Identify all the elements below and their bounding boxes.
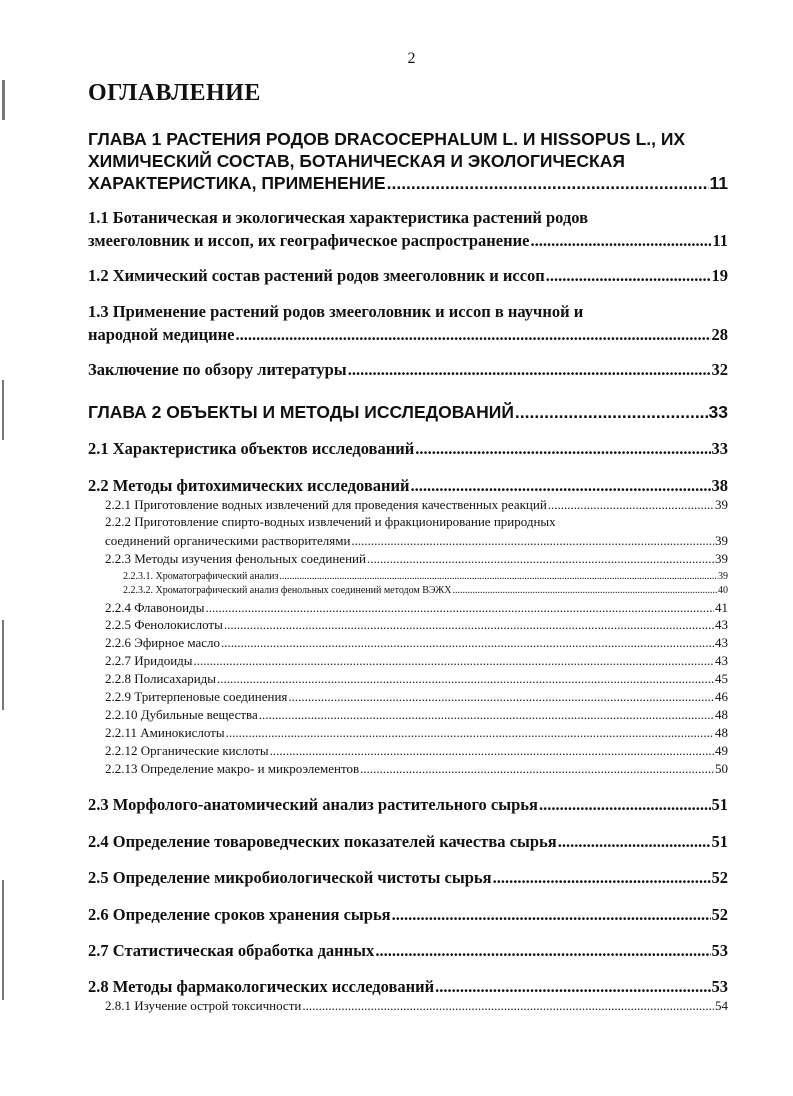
toc-subsection-label: 2.2.13 Определение макро- и микроэлементов [105,761,360,776]
toc-page-number: 53 [711,977,728,996]
toc-section-2-2-label: 2.2 Методы фитохимических исследований [88,476,410,495]
toc-chapter-1[interactable] [88,128,728,194]
page-number: 2 [407,50,416,67]
toc-subsection-label: 2.2.11 Аминокислоты [105,725,225,740]
leader-dots [270,743,714,759]
toc-subsection-label: 2.8.1 Изучение острой токсичности [105,998,302,1013]
toc-section-1-1[interactable] [88,206,728,252]
toc-page-number: 51 [711,832,728,851]
scan-margin-noise [2,80,5,120]
toc-section-2-1[interactable] [88,437,728,460]
toc-chapter-1-line1: ГЛАВА 1 РАСТЕНИЯ РОДОВ DRACOCEPHALUM L. И HISSOPUS L., ИХ [88,129,686,149]
toc-subsection-2-2-4[interactable] [105,600,728,616]
toc-title: ОГЛАВЛЕНИЕ [88,80,261,106]
toc-section-1-3[interactable] [88,300,728,346]
leader-dots [435,975,710,998]
toc-subsection-2-2-7[interactable] [105,653,728,669]
toc-conclusion-label: Заключение по обзору литературы [88,360,347,379]
toc-section-1-1-line2: змееголовник и иссоп, их географическое распространение [88,231,530,250]
toc-page-number: 43 [715,653,728,668]
toc-subsection-label: 2.2.10 Дубильные вещества [105,707,258,722]
toc-subsection-2-2-2[interactable] [105,514,728,548]
toc-page-number: 46 [715,689,728,704]
toc-section-2-6[interactable] [88,903,728,926]
toc-page-number: 38 [711,476,728,495]
toc-subsection-2-2-13[interactable] [105,761,728,777]
toc-subsection-label: 2.2.5 Фенолокислоты [105,617,223,632]
toc-subsection-label: 2.2.4 Флавоноиды [105,600,205,615]
leader-dots [493,866,711,889]
leader-dots [530,229,711,252]
toc-subsection-2-2-6[interactable] [105,635,728,651]
toc-section-2-2[interactable] [88,474,728,497]
toc-subsection-2-2-3[interactable] [105,551,728,567]
toc-subsection-label: 2.2.12 Органические кислоты [105,743,269,758]
leader-dots [288,689,714,705]
toc-page-number: 45 [715,671,728,686]
toc-subsection-label: 2.2.3 Методы изучения фенольных соединений [105,551,366,566]
toc-page-number: 32 [711,360,728,379]
toc-section-2-8[interactable] [88,975,728,998]
leader-dots [226,725,714,741]
leader-dots [375,939,710,962]
toc-chapter-1-line3: ХАРАКТЕРИСТИКА, ПРИМЕНЕНИЕ [88,173,386,193]
toc-page-number: 11 [712,231,728,250]
toc-subsection-label: 2.2.9 Тритерпеновые соединения [105,689,288,704]
leader-dots [367,551,714,567]
toc-section-label: 2.3 Морфолого-анатомический анализ растительного сырья [88,795,538,814]
toc-subsection-2-2-11[interactable] [105,725,728,741]
toc-section-label: 2.7 Статистическая обработка данных [88,941,375,960]
toc-subsubsection-label: 2.2.3.1. Хроматографический анализ [123,571,279,582]
toc-page-number: 39 [715,532,728,548]
leader-dots [302,998,714,1014]
toc-section-label: 2.4 Определение товароведческих показателей качества сырья [88,832,557,851]
toc-subsection-2-2-12[interactable] [105,743,728,759]
toc-page-number: 51 [711,795,728,814]
leader-dots [452,584,717,597]
toc-subsection-2-2-5[interactable] [105,617,728,633]
toc-subsection-label: 2.2.7 Иридоиды [105,653,193,668]
toc-section-2-4[interactable] [88,830,728,853]
toc-section-2-1-label: 2.1 Характеристика объектов исследований [88,439,415,458]
toc-section-1-1-line1: 1.1 Ботаническая и экологическая характеристика растений родов [88,208,589,227]
toc-chapter-2-label: ГЛАВА 2 ОБЪЕКТЫ И МЕТОДЫ ИССЛЕДОВАНИЙ [88,402,514,422]
toc-page-number: 53 [711,941,728,960]
toc-conclusion[interactable] [88,358,728,381]
toc-subsection-2-2-8[interactable] [105,671,728,687]
toc-section-2-7[interactable] [88,939,728,962]
toc-page-number: 52 [711,868,728,887]
toc-page-number: 19 [711,266,728,285]
leader-dots [558,830,711,853]
toc-subsection-label: 2.2.1 Приготовление водных извлечений для проведения качественных реакций [105,497,547,512]
toc-chapter-2[interactable] [88,401,728,423]
toc-section-1-2[interactable] [88,264,728,287]
toc-page-number: 48 [715,725,728,740]
toc-section-2-5[interactable] [88,866,728,889]
leader-dots [205,600,714,616]
leader-dots [259,707,714,723]
toc-subsubsection-2-2-3-1[interactable] [123,570,728,583]
toc-subsection-label: 2.2.6 Эфирное масло [105,635,221,650]
toc-section-1-3-line2: народной медицине [88,325,235,344]
toc-chapter-1-line2: ХИМИЧЕСКИЙ СОСТАВ, БОТАНИЧЕСКАЯ И ЭКОЛОГИЧЕСКАЯ [88,151,625,171]
toc-section-label: 2.6 Определение сроков хранения сырья [88,905,391,924]
toc-section-2-3[interactable] [88,793,728,816]
leader-dots [546,264,711,287]
leader-dots [360,761,714,777]
toc-subsubsection-2-2-3-2[interactable] [123,584,728,597]
toc-page-number: 33 [711,439,728,458]
leader-dots [539,793,711,816]
leader-dots [217,671,714,687]
leader-dots [392,903,711,926]
leader-dots [348,358,711,381]
toc-page-number: 50 [715,761,728,776]
toc-subsection-label: 2.2.8 Полисахариды [105,671,217,686]
toc-page-number: 41 [715,600,728,615]
toc-subsection-2-2-1[interactable] [105,497,728,513]
scan-margin-noise [2,620,4,710]
leader-dots [387,172,709,194]
leader-dots [279,570,717,583]
toc-section-label: 2.5 Определение микробиологической чистоты сырья [88,868,492,887]
leader-dots [411,474,711,497]
toc-subsection-label: 2.2.2 Приготовление спирто-водных извлечений и фракционирование природных [105,514,556,529]
leader-dots [415,437,710,460]
leader-dots [224,617,714,633]
leader-dots [236,323,711,346]
toc-subsection-2-8-1[interactable] [105,998,728,1014]
toc-page-number: 33 [708,402,728,422]
toc-subsection-2-2-10[interactable] [105,707,728,723]
toc-subsection-label: соединений органическими растворителями [105,532,351,548]
scan-margin-noise [2,380,4,440]
toc-page-number: 11 [709,173,728,193]
toc-page-number: 40 [718,585,728,596]
leader-dots [515,401,708,423]
toc-section-label: 2.8 Методы фармакологических исследований [88,977,435,996]
toc-subsection-2-2-9[interactable] [105,689,728,705]
toc-page-number: 43 [715,617,728,632]
leader-dots [221,635,714,651]
leader-dots [194,653,714,669]
toc-page-number: 39 [715,497,728,512]
leader-dots [548,497,714,513]
toc-page-number: 52 [711,905,728,924]
toc-page-number: 43 [715,635,728,650]
toc-page-number: 39 [718,571,728,582]
toc-page-number: 48 [715,707,728,722]
toc-section-1-2-label: 1.2 Химический состав растений родов змееголовник и иссоп [88,266,545,285]
toc-page-number: 28 [711,325,728,344]
toc-page-number: 54 [715,998,728,1013]
toc-section-1-3-line1: 1.3 Применение растений родов змееголовник и иссоп в научной и [88,302,584,321]
toc-subsubsection-label: 2.2.3.2. Хроматографический анализ фенольных соединений методом ВЭЖХ [123,585,452,596]
toc-page-number: 39 [715,551,728,566]
leader-dots [351,533,714,549]
scan-margin-noise [2,880,4,1000]
toc-page-number: 49 [715,743,728,758]
